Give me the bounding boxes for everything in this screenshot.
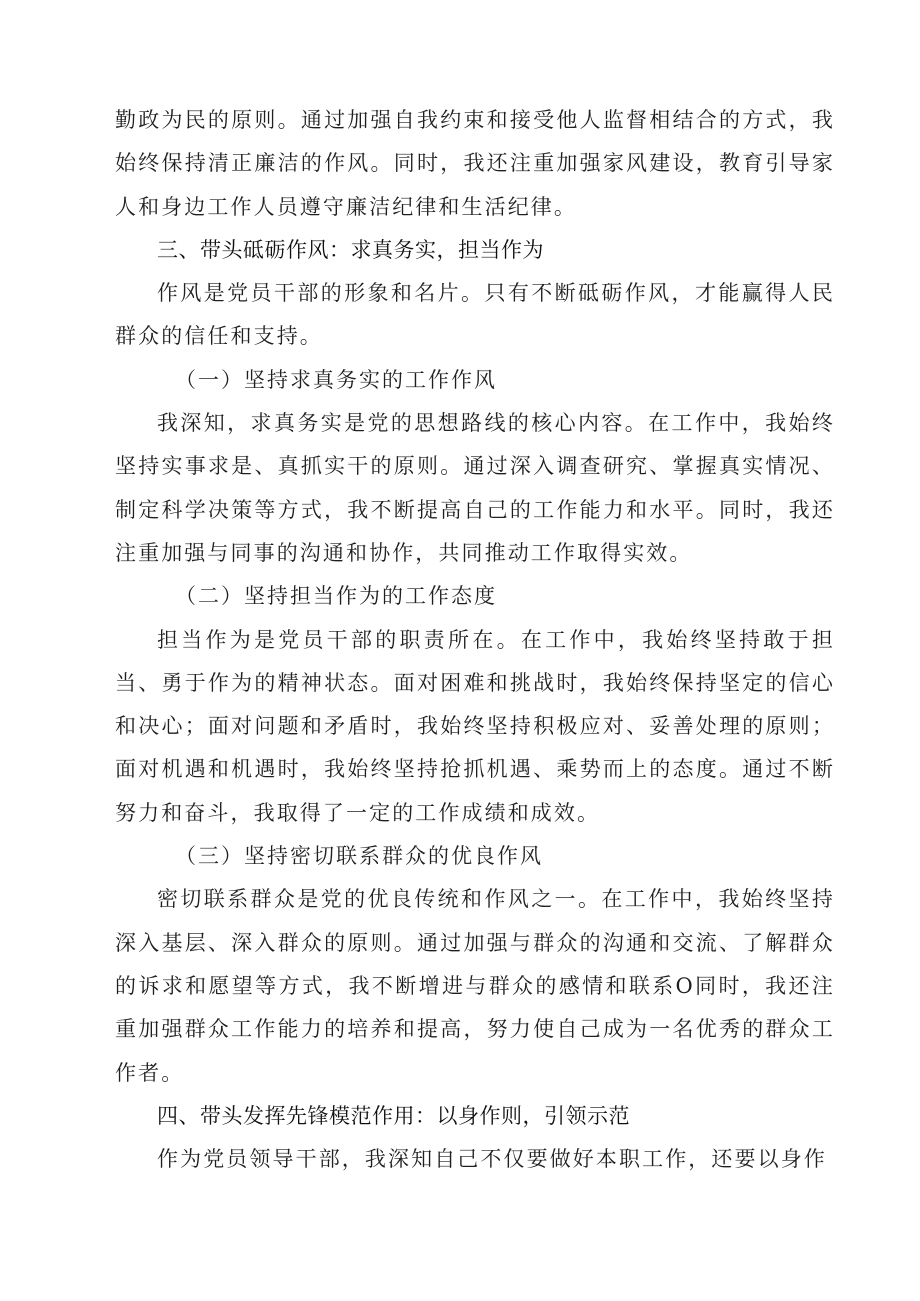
- document-body: [115, 99, 835, 1181]
- section-heading-4: 四、带头发挥先锋模范作用：以身作则，引领示范: [157, 1103, 630, 1128]
- subsection-heading-2: （二）坚持担当作为的工作态度: [175, 584, 497, 609]
- subsection-heading-3: （三）坚持密切联系群众的优良作风: [175, 844, 543, 869]
- subsection-heading-1: （一）坚持求真务实的工作作风: [175, 367, 497, 392]
- paragraph: 作风是党员干部的形象和名片。只有不断砥砺作风，才能赢得人民群众的信任和支持。: [115, 281, 835, 349]
- paragraph: 密切联系群众是党的优良传统和作风之一。在工作中，我始终坚持深入基层、深入群众的原则。通过加强与群众的沟通和交流、了解群众的诉求和愿望等方式，我不断增进与群众的感情和联系O同时，我还注重加强群众工作能力的培养和提高，努力使自己成为一名优秀的群众工作者。: [115, 887, 835, 1085]
- section-heading-3: 三、带头砥砺作风：求真务实，担当作为: [157, 237, 544, 262]
- paragraph-continued: 勤政为民的原则。通过加强自我约束和接受他人监督相结合的方式，我始终保持清正廉洁的作风。同时，我还注重加强家风建设，教育引导家人和身边工作人员遵守廉洁纪律和生活纪律。: [115, 108, 835, 219]
- paragraph: 我深知，求真务实是党的思想路线的核心内容。在工作中，我始终坚持实事求是、真抓实干的原则。通过深入调查研究、掌握真实情况、制定科学决策等方式，我不断提高自己的工作能力和水平。同时，我还注重加强与同事的沟通和协作，共同推动工作取得实效。: [115, 411, 835, 565]
- paragraph: 作为党员领导干部，我深知自己不仅要做好本职工作，还要以身作: [157, 1147, 827, 1172]
- paragraph: 担当作为是党员干部的职责所在。在工作中，我始终坚持敢于担当、勇于作为的精神状态。面对困难和挑战时，我始终保持坚定的信心和决心；面对问题和矛盾时，我始终坚持积极应对、妥善处理的原则；面对机遇和机遇时，我始终坚持抢抓机遇、乘势而上的态度。通过不断努力和奋斗，我取得了一定的工作成绩和成效。: [115, 627, 835, 825]
